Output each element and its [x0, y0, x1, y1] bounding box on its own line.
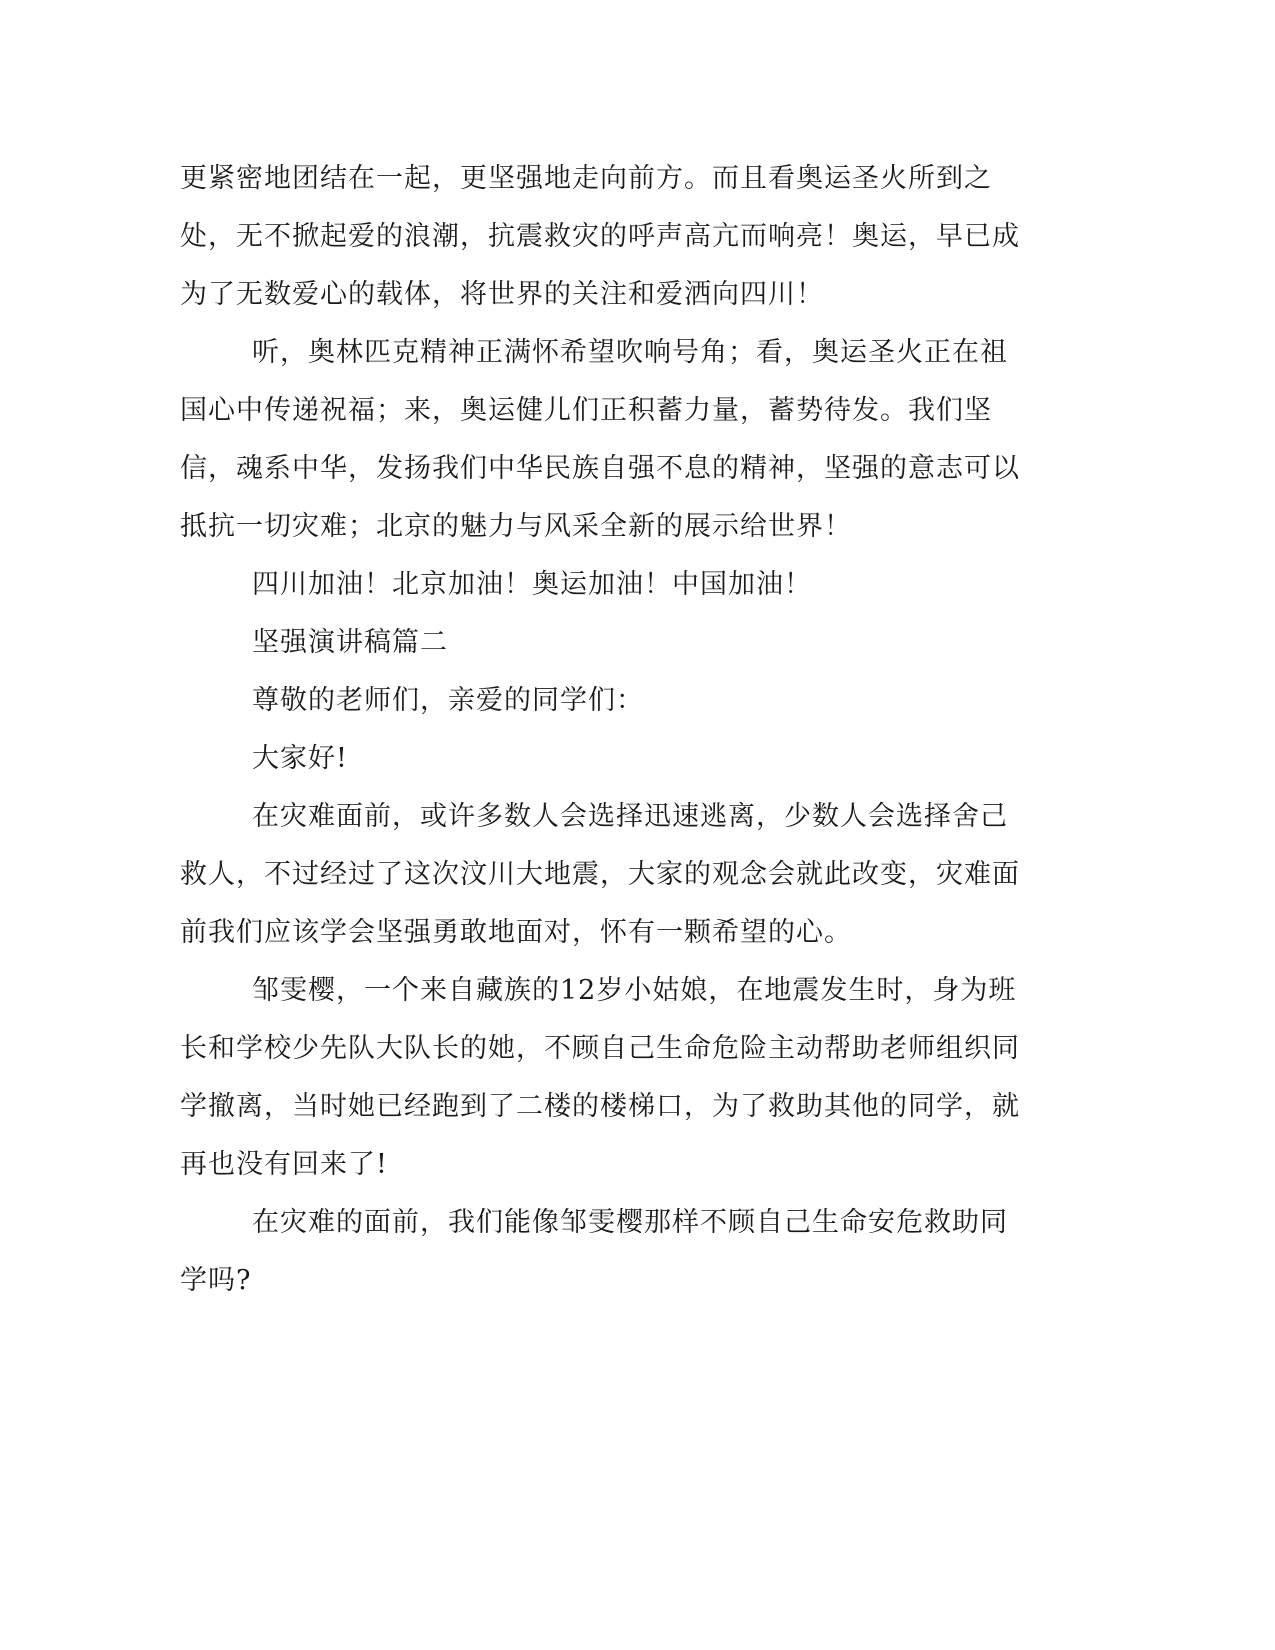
section-title: 坚强演讲稿篇二 — [252, 627, 448, 658]
greeting: 大家好! — [252, 743, 348, 774]
paragraph-olympic-spirit: 听，奥林匹克精神正满怀希望吹响号角；看，奥运圣火正在祖国心中传递祝福；来，奥运健儿们正积蓄力量，蓄势待发。我们坚信，魂系中华，发扬我们中华民族自强不息的精神，坚强的意志可以抵抗一切灾难；北京的魅力与风采全新的展示给世界！ — [180, 337, 1020, 542]
paragraph-question: 在灾难的面前，我们能像邹雯樱那样不顾自己生命安危救助同学吗? — [180, 1207, 1008, 1296]
document-page — [180, 150, 1030, 1310]
paragraph-continuation: 更紧密地团结在一起，更坚强地走向前方。而且看奥运圣火所到之处，无不掀起爱的浪潮，抗震救灾的呼声高亢而响亮！奥运，早已成为了无数爱心的载体，将世界的关注和爱洒向四川！ — [180, 163, 1020, 310]
paragraph-disaster: 在灾难面前，或许多数人会选择迅速逃离，少数人会选择舍己救人，不过经过了这次汶川大地震，大家的观念会就此改变，灾难面前我们应该学会坚强勇敢地面对，怀有一颗希望的心。 — [180, 801, 1020, 948]
salutation: 尊敬的老师们，亲爱的同学们： — [252, 685, 644, 716]
paragraph-story: 邹雯樱，一个来自藏族的12岁小姑娘，在地震发生时，身为班长和学校少先队大队长的她，不顾自己生命危险主动帮助老师组织同学撤离，当时她已经跑到了二楼的楼梯口，为了救助其他的同学，就再也没有回来了! — [180, 975, 1020, 1180]
paragraph-cheer: 四川加油！北京加油！奥运加油！中国加油！ — [252, 569, 812, 600]
